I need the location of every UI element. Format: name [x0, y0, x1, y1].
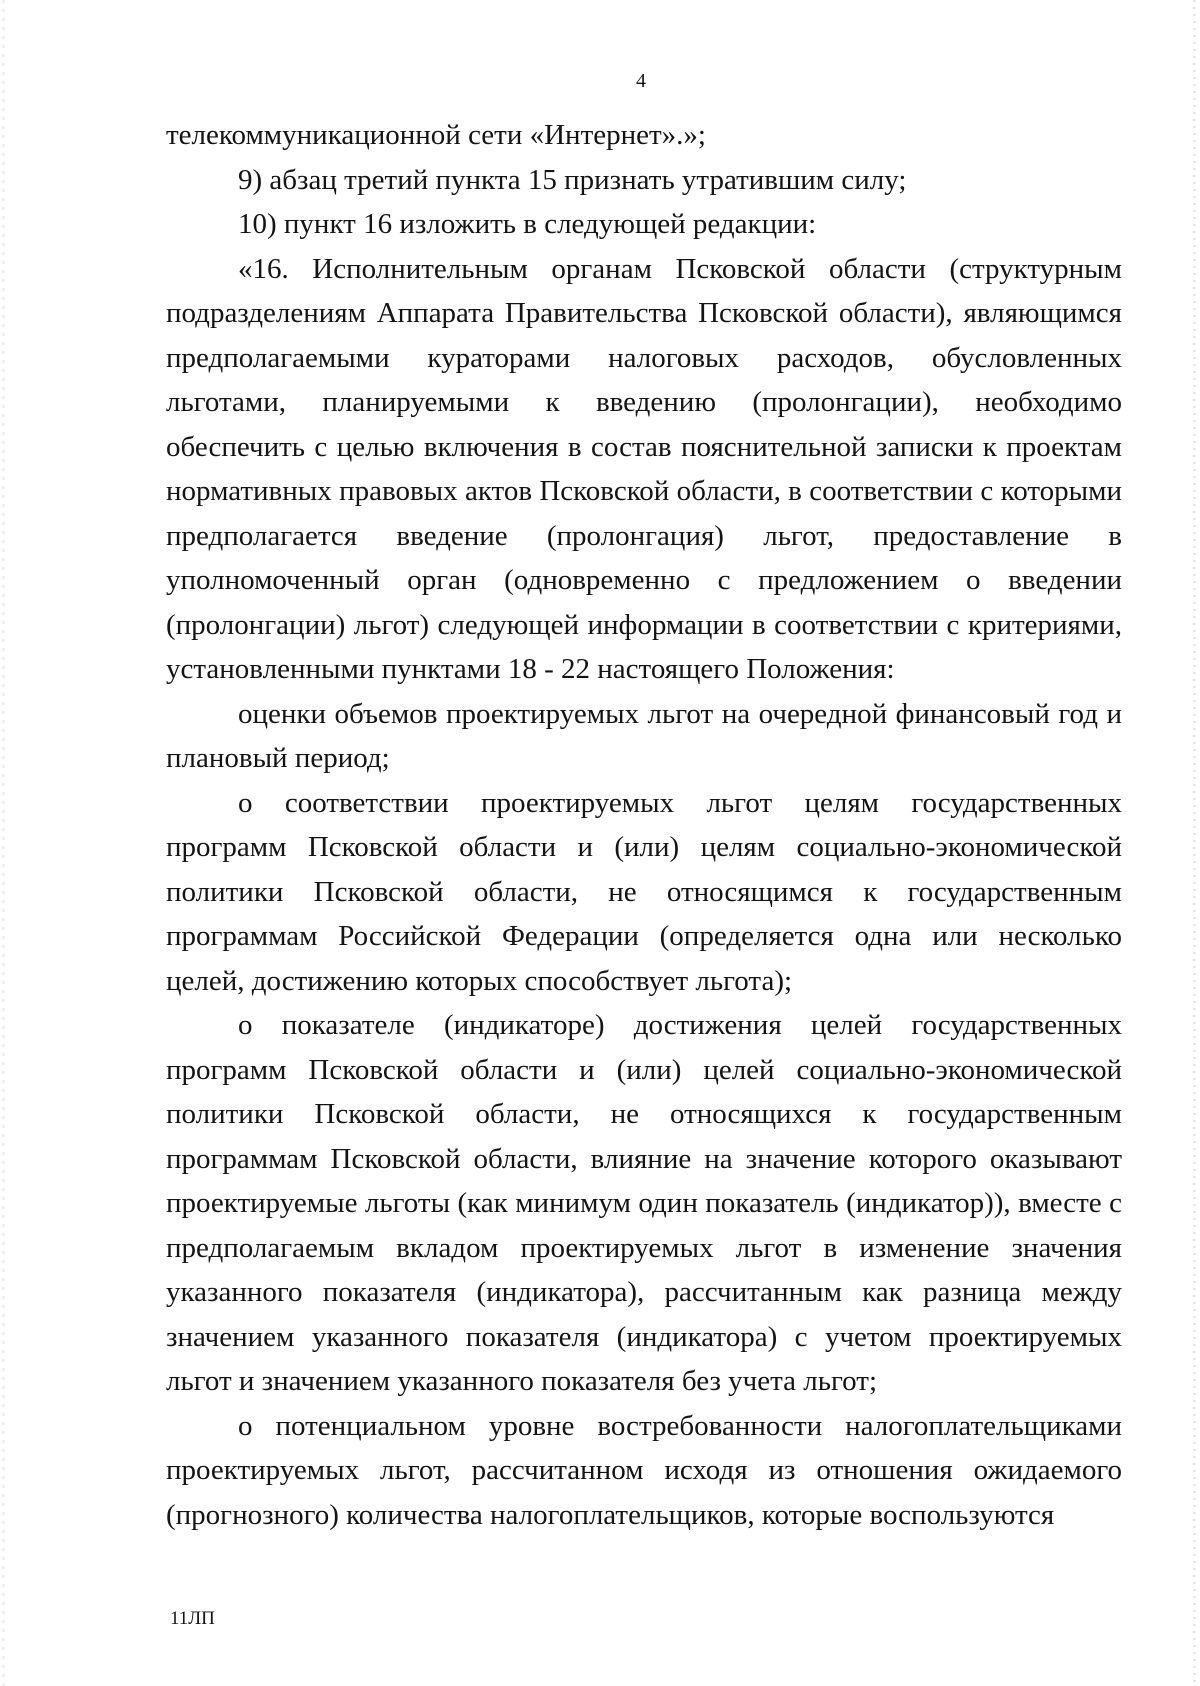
paragraph-8: о потенциальном уровне востребованности налогоплательщиками проектируемых льгот, рассчитанном исходя из отношения ожидаемого (прогнозного) количества налогоплательщиков, которые воспользуются [166, 1409, 1122, 1531]
paragraph-2: 9) абзац третий пункта 15 признать утратившим силу; [238, 163, 907, 196]
scan-edge-left [2, 0, 5, 1686]
paragraph-3: 10) пункт 16 изложить в следующей редакции: [238, 208, 817, 240]
footer-code: 11ЛП [170, 1608, 215, 1629]
paragraph-4: «16. Исполнительным органам Псковской области (структурным подразделениям Аппарата Правительства Псковской области), являющимся предполагаемыми кураторами налоговых расходов, обусловленных льготами, планируемыми к введению (пролонгации), необходимо обеспечить с целью включения в состав пояснительной записки к проектам нормативных правовых актов Псковской области, в соответствии с которыми предполагается введение (пролонгация) льгот, предоставление в уполномоченный орган (одновременно с предложением о введении (пролонгации) льгот) следующей информации в соответствии с критериями, установленными пунктами 18 - 22 настоящего Положения: [166, 252, 1122, 685]
paragraph-5: оценки объемов проектируемых льгот на очередной финансовый год и плановый период; [166, 697, 1122, 774]
paragraph-7: о показателе (индикаторе) достижения целей государственных программ Псковской области и (или) целей социально-экономической политики Псковской области, не относящихся к государственным программам Псковской области, влияние на значение которого оказывают проектируемые льготы (как минимум один показатель (индикатор)), вместе с предполагаемым вкладом проектируемых льгот в изменение значения указанного показателя (индикатора), рассчитанным как разница между значением указанного показателя (индикатора) с учетом проектируемых льгот и значением указанного показателя без учета льгот; [166, 1009, 1122, 1397]
page-number: 4 [636, 70, 646, 92]
scan-edge-right [1193, 0, 1196, 1686]
paragraph-6: о соответствии проектируемых льгот целям государственных программ Псковской области и (или) целям социально-экономической политики Псковской области, не относящимся к государственным программам Российской Федерации (определяется одна или несколько целей, достижению которых способствует льгота); [166, 786, 1122, 997]
paragraph-1: телекоммуникационной сети «Интернет».»; [166, 119, 706, 151]
document-body [166, 113, 1122, 1537]
